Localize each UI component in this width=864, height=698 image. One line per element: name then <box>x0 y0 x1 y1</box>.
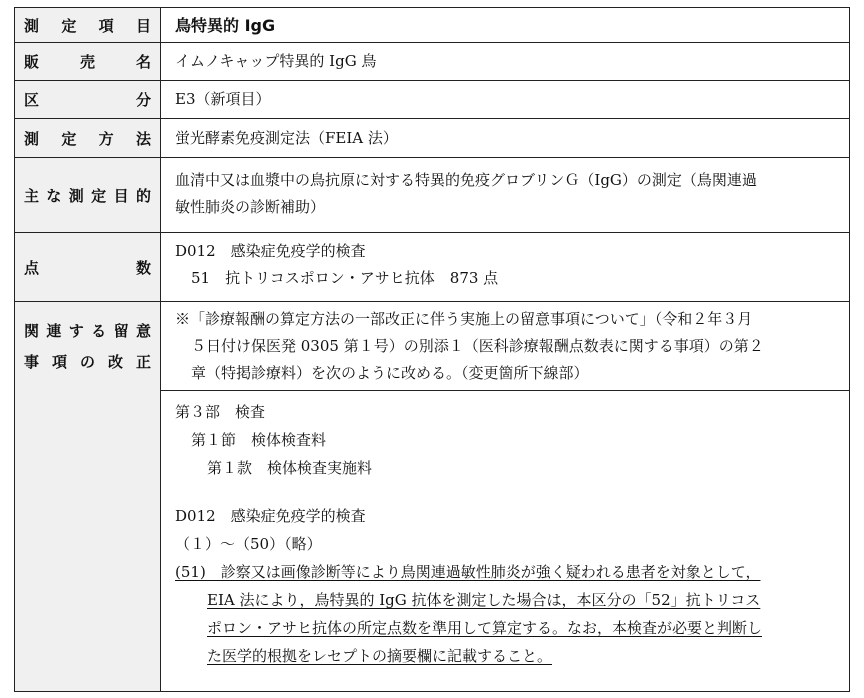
label-revision: 関 連 す る 留 意 事 項 の 改 正 <box>15 302 161 691</box>
label-item: 測 定 項 目 <box>15 8 161 42</box>
revised-text-line1: (51) 診察又は画像診断等により鳥関連過敏性肺炎が強く疑われる患者を対象として， <box>175 563 761 581</box>
revised-text-line2: EIA 法により，鳥特異的 IgG 抗体を測定した場合は，本区分の「52」抗トリコス <box>207 591 761 609</box>
value-item: 鳥特異的 IgG <box>175 15 276 35</box>
label-points: 点 数 <box>15 233 161 301</box>
value-points: D012 感染症免疫学的検査 51 抗トリコスポロン・アサヒ抗体 873 点 <box>175 242 499 287</box>
revised-text-line3: ポロン・アサヒ抗体の所定点数を準用して算定する。なお，本検査が必要と判断し <box>207 619 763 637</box>
row-product <box>15 43 849 81</box>
row-revision <box>15 302 849 691</box>
value-method: 蛍光酵素免疫測定法（FEIA 法） <box>175 128 398 147</box>
value-product: イムノキャップ特異的 IgG 鳥 <box>175 52 377 70</box>
revision-body: 第３部 検査 第１節 検体検査料 第１款 検体検査実施料 D012 感染症免疫学的検査 （１）～（50）（略） (51) 診察又は画像診断等により鳥関連過敏性肺炎が強く疑われる患者を対象として， EIA 法により，鳥特異的 IgG 抗体を測定した場合は，本区分の「52」抗トリコス ポロン・アサヒ抗体の所定点数を準用して算定する。なお，本検査が必要と判断し た医学的根拠をレセプトの摘要欄に記載すること。 <box>175 398 839 670</box>
label-category: 区 分 <box>15 81 161 118</box>
row-purpose <box>15 158 849 233</box>
revision-divider <box>161 390 849 391</box>
revised-text-line4: た医学的根拠をレセプトの摘要欄に記載すること。 <box>207 647 553 665</box>
revision-note: ※「診療報酬の算定方法の一部改正に伴う実施上の留意事項について」（令和２年３月 ５日付け保医発 0305 第１号）の別添１（医科診療報酬点数表に関する事項）の第２ 章（特掲診療料）を次のように改める。（変更箇所下線部） <box>175 310 764 382</box>
row-category <box>15 81 849 119</box>
label-method: 測 定 方 法 <box>15 119 161 157</box>
value-purpose: 血清中又は血漿中の鳥抗原に対する特異的免疫グロブリンＧ（IgG）の測定（鳥関連過 敏性肺炎の診断補助） <box>175 171 757 216</box>
label-purpose: 主 な 測 定 目 的 <box>15 158 161 232</box>
row-method <box>15 119 849 158</box>
label-product: 販 売 名 <box>15 43 161 80</box>
row-points <box>15 233 849 302</box>
row-item <box>15 8 849 43</box>
document-table <box>14 7 850 692</box>
value-category: E3（新項目） <box>175 90 271 108</box>
